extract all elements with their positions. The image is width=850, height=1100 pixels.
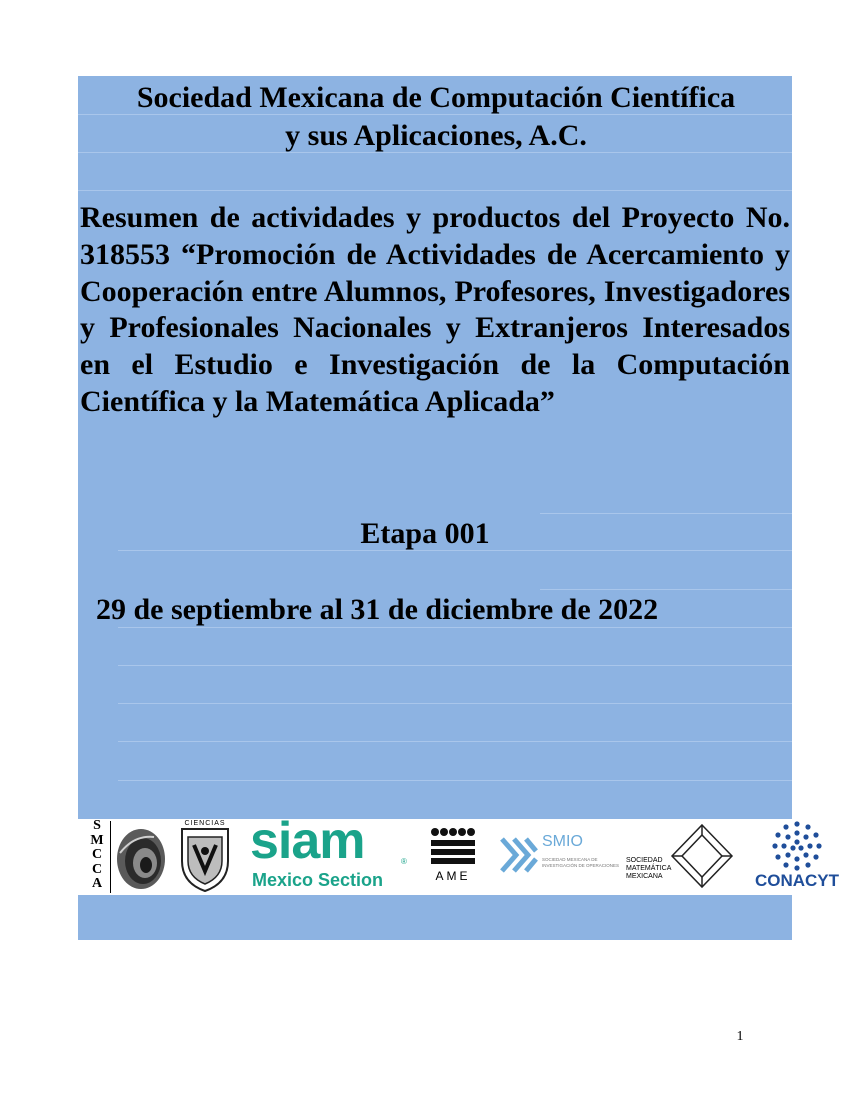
society-name-line2: y sus Aplicaciones, A.C. (285, 119, 587, 152)
smio-logo (498, 819, 620, 895)
rule-line (118, 703, 792, 704)
smm-logo (626, 819, 738, 895)
project-summary: Resumen de actividades y productos del Proyecto No. 318553 “Promoción de Actividades de Acercamiento y Cooperación entre Alumnos, Profesores, Investigadores y Profesionales Nacionales y Extranjeros Interesados en el Estudio e Investigación de la Computación Científica y la Matemática Aplicada” (80, 201, 790, 418)
smcca-letter: C (91, 861, 103, 877)
siam-section-label: Mexico Section (252, 870, 384, 890)
smcca-letter: C (91, 847, 103, 863)
rule-line (118, 665, 792, 666)
smcca-letter: A (91, 876, 103, 892)
date-range: 29 de septiembre al 31 de diciembre de 2022 (96, 593, 659, 626)
sponsor-logo-strip (78, 812, 846, 895)
ame-logo (428, 819, 478, 895)
smm-label-line1: SOCIEDAD (626, 857, 663, 864)
smcca-letter: M (90, 832, 104, 848)
siam-registered-mark: ® (401, 857, 407, 866)
ame-label: AME (435, 869, 471, 883)
conacyt-label: CONACYT (754, 871, 840, 890)
smm-label-line2: MATEMÁTICA (626, 865, 672, 872)
unam-caption: CIENCIAS (184, 820, 226, 827)
nautilus-shell-icon (114, 823, 168, 893)
unam-crest-icon (174, 821, 236, 893)
siam-wordmark: siam (250, 812, 365, 870)
smcca-logo (86, 819, 172, 895)
page-number: 1 (736, 1029, 744, 1044)
rule-line (540, 513, 792, 514)
rule-line (540, 589, 792, 590)
smio-subtitle-line2: INVESTIGACIÓN DE OPERACIONES (542, 863, 620, 868)
siam-logo (250, 812, 410, 895)
society-name-line1: Sociedad Mexicana de Computación Científica (136, 81, 736, 114)
smm-emblem-icon (670, 823, 734, 889)
smio-subtitle-line1: SOCIEDAD MEXICANA DE (542, 857, 598, 862)
rule-line (118, 741, 792, 742)
unam-logo (174, 819, 238, 895)
smcca-letter: S (93, 818, 101, 833)
ame-emblem-icon (430, 827, 476, 867)
rule-line (118, 780, 792, 781)
rule-line (78, 190, 792, 191)
stage-label: Etapa 001 (360, 517, 490, 550)
smm-label-line3: MEXICANA (626, 873, 663, 880)
smio-emblem-icon (500, 835, 538, 875)
smio-label: SMIO (542, 833, 583, 850)
conacyt-emblem-icon (772, 821, 822, 871)
conacyt-logo (750, 819, 844, 895)
